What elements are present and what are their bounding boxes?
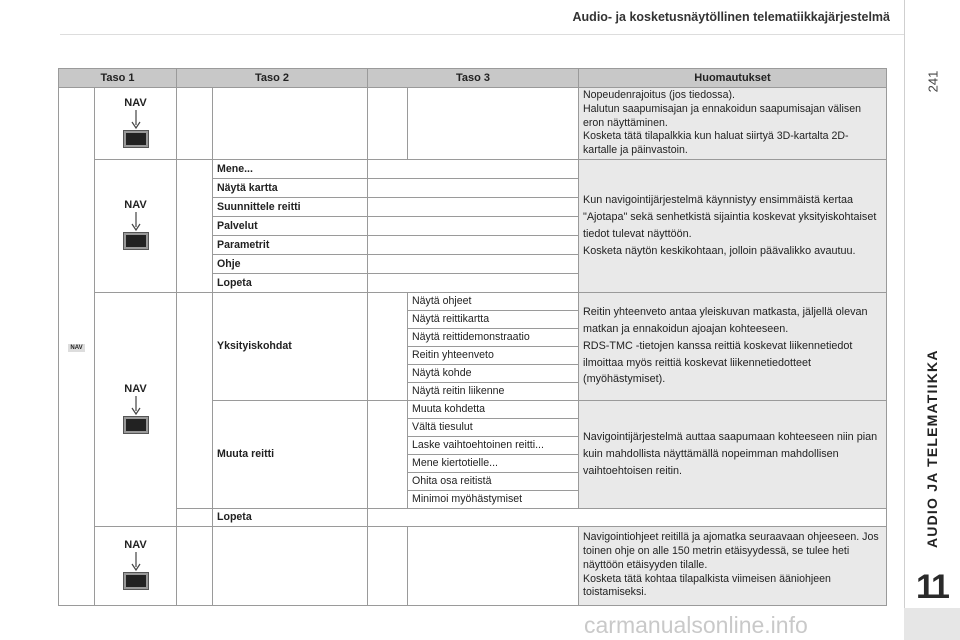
nav-label: NAV [124, 382, 147, 395]
submenu-item: Mene kiertotielle... [408, 454, 579, 472]
nav-cell [95, 88, 177, 160]
note-cell: Navigointiohjeet reitillä ja ajomatka seuraavaan ohjeeseen. Jos toinen ohje on alle 150 metrin etäisyydessä, se tulee heti näyttöön etäisyyden tilalle. Kosketa tätä kohtaa tilapalkista viimeisen ääniohjeen toistamiseksi. [579, 526, 887, 605]
note-cell: Nopeudenrajoitus (jos tiedossa). Halutun saapumisajan ja ennakoidun saapumisajan välisen eron näyttäminen. Kosketa tätä tilapalkkia kun haluat siirtyä 3D-kartalta 2D-kartalle ja päinvastoin. [579, 88, 887, 160]
table-row [59, 159, 887, 178]
nav-cell [95, 526, 177, 605]
submenu-item: Ohita osa reitistä [408, 472, 579, 490]
submenu-item: Muuta kohdetta [408, 400, 579, 418]
nav-cell [95, 292, 177, 526]
submenu-item: Minimoi myöhästymiset [408, 490, 579, 508]
arrow-down-icon [130, 110, 142, 130]
screen-icon [124, 131, 148, 147]
note-cell: Navigointijärjestelmä auttaa saapumaan kohteeseen niin pian kuin mahdollista näyttämällä nopeimman mahdollisen vaihtoehtoisen reitin. [579, 400, 887, 508]
submenu-item: Näytä reitin liikenne [408, 382, 579, 400]
submenu-label: Yksityiskohdat [213, 292, 368, 400]
menu-item: Suunnittele reitti [213, 197, 368, 216]
navigation-menu-table [58, 68, 887, 606]
header-level-2: Taso 2 [177, 69, 368, 88]
menu-item: Ohje [213, 254, 368, 273]
submenu-item: Näytä reittidemonstraatio [408, 328, 579, 346]
chapter-number: 11 [916, 568, 948, 606]
submenu-item: Vältä tiesulut [408, 418, 579, 436]
arrow-down-icon [130, 212, 142, 232]
table-header-row [59, 69, 887, 88]
table-row [59, 526, 887, 605]
nav-label: NAV [124, 96, 147, 109]
submenu-item: Reitin yhteenveto [408, 346, 579, 364]
menu-item: Palvelut [213, 216, 368, 235]
submenu-item: Näytä kohde [408, 364, 579, 382]
menu-item: Lopeta [213, 508, 368, 526]
watermark: carmanualsonline.info [584, 612, 808, 638]
nav-label: NAV [124, 539, 147, 552]
chapter-tab [904, 608, 960, 640]
table-row [59, 508, 887, 526]
nav-label: NAV [124, 199, 147, 212]
note-cell: Kun navigointijärjestelmä käynnistyy ensimmäistä kertaa "Ajotapa" sekä senhetkistä sijaintia koskevat yksityiskohtaiset tiedot tulevat näyttöön. Kosketa näytön keskikohtaan, jolloin päävalikko avautuu. [579, 159, 887, 292]
menu-item: Mene... [213, 159, 368, 178]
submenu-label: Muuta reitti [213, 400, 368, 508]
menu-item: Parametrit [213, 235, 368, 254]
header-level-3: Taso 3 [368, 69, 579, 88]
nav-cell [95, 159, 177, 292]
arrow-down-icon [130, 396, 142, 416]
submenu-item: Laske vaihtoehtoinen reitti... [408, 436, 579, 454]
screen-icon [124, 573, 148, 589]
screen-icon [124, 417, 148, 433]
nav-badge: NAV [70, 345, 83, 352]
menu-item: Lopeta [213, 273, 368, 292]
submenu-item: Näytä reittikartta [408, 310, 579, 328]
table-row [59, 292, 887, 310]
section-side-title: AUDIO JA TELEMATIIKKA [924, 349, 940, 548]
note-cell: Reitin yhteenveto antaa yleiskuvan matkasta, jäljellä olevan matkan ja ennakoidun ajoajan kohteeseen. RDS-TMC -tietojen kanssa reittiä koskevat liikennetiedot ilmoittaa myös reittiä koskevat liikennetiedotteet (myöhästymiset). [579, 292, 887, 400]
page-header-title: Audio- ja kosketusnäytöllinen telematiikkajärjestelmä [572, 10, 890, 24]
level1-nav-cell [59, 88, 95, 606]
screen-icon [124, 233, 148, 249]
table-row [59, 88, 887, 160]
page-number: 241 [925, 70, 941, 93]
margin-divider [904, 0, 905, 640]
arrow-down-icon [130, 552, 142, 572]
header-level-1: Taso 1 [59, 69, 177, 88]
submenu-item: Näytä ohjeet [408, 292, 579, 310]
header-notes: Huomautukset [579, 69, 887, 88]
header-divider [60, 34, 904, 35]
menu-item: Näytä kartta [213, 178, 368, 197]
